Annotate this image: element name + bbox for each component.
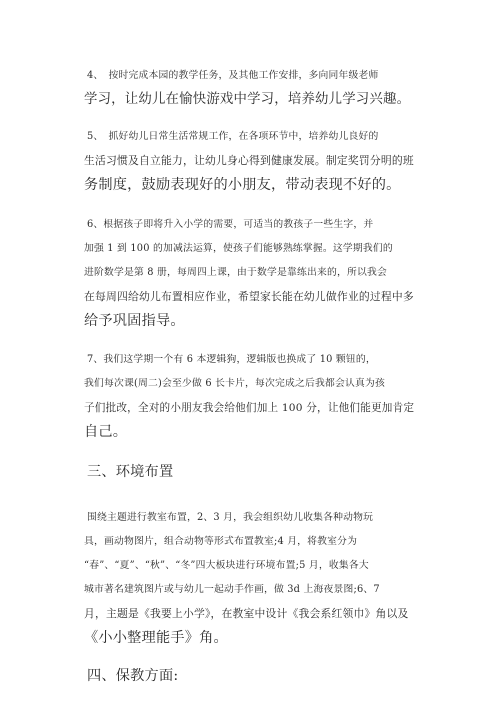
paragraph-item-5	[84, 125, 414, 197]
text-line: 月，主题是《我要上小学》，在教室中设计《我会系红领巾》角以及	[84, 607, 409, 620]
text-line: 城市著名建筑图片或与幼儿一起动手作画，做 3d 上海夜景图;6、7	[84, 584, 380, 595]
section-heading-care	[87, 664, 178, 688]
text-line: 加强 1 到 100 的加减法运算，使孩子们能够熟练掌握。这学期我们的	[84, 243, 393, 254]
text-line: 7、我们这学期一个有 6 本逻辑狗，逻辑版也换成了 10 颗钮的，	[87, 354, 376, 365]
text-line: 6、根据孩子即将升入小学的需要，可适当的教孩子一些生字，并	[87, 219, 374, 230]
text-line: 子们批改，全对的小朋友我会给他们加上 100 分，让他们能更加肯定	[84, 402, 415, 414]
text-line: 我们每次课(周二)会至少做 6 长卡片，每次完成之后我都会认真为孩	[84, 378, 386, 389]
paragraph-item-6	[84, 213, 414, 333]
text-line: “春”、“夏”、“秋”、“冬”四大板块进行环境布置;5 月，收集各大	[84, 560, 369, 571]
text-line: 生活习惯及自立能力，让幼儿身心得到健康发展。制定奖罚分明的班	[84, 154, 414, 167]
text-line: 务制度，鼓励表现好的小朋友，带动表现不好的。	[84, 177, 401, 193]
text-line: 5、 抓好幼儿日常生活常规工作，在各项环节中，培养幼儿良好的	[87, 131, 379, 142]
paragraph-item-7	[84, 348, 415, 444]
text-line: 具，画动物图片，组合动物等形式布置教室;4 月，将教室分为	[84, 536, 358, 547]
text-line: 进阶数学是第 8 册，每周四上课，由于数学是靠练出来的，所以我会	[84, 267, 387, 278]
heading-text: 四、保教方面:	[87, 668, 179, 684]
section-heading-environment	[87, 460, 173, 484]
text-line: 学习，让幼儿在愉快游戏中学习，培养幼儿学习兴趣。	[84, 92, 411, 107]
paragraph-item-4	[84, 64, 411, 112]
text-line: 《小小整理能手》角。	[84, 630, 228, 646]
paragraph-environment	[84, 506, 409, 650]
heading-text: 三、环境布置	[87, 464, 174, 480]
text-line: 自己。	[84, 424, 128, 440]
text-line: 给予巩固指导。	[84, 313, 185, 329]
text-line: 围绕主题进行教室布置，2、3 月，我会组织幼儿收集各种动物玩	[87, 512, 374, 523]
text-line: 在每周四给幼儿布置相应作业，希望家长能在幼儿做作业的过程中多	[84, 290, 414, 303]
text-line: 4、 按时完成本园的教学任务，及其他工作安排，多向同年级老师	[87, 70, 379, 81]
